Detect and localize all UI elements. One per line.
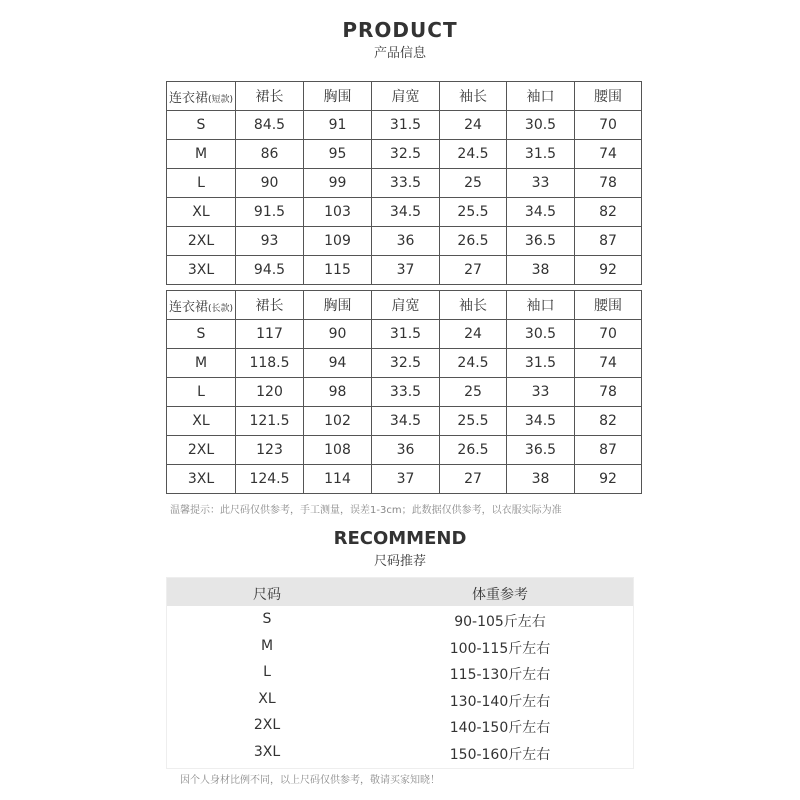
header-cell: 袖口 — [507, 291, 575, 320]
table-row — [167, 320, 642, 349]
table-cell: 123 — [236, 436, 304, 465]
size-label-cell: 2XL — [167, 436, 236, 465]
table-row — [167, 465, 642, 494]
size-label-cell: 2XL — [167, 227, 236, 256]
header-cell: 肩宽 — [372, 291, 440, 320]
header-cell-product — [167, 291, 236, 320]
table-cell: 24 — [440, 111, 507, 140]
size-label-cell: 3XL — [167, 465, 236, 494]
recommend-weight: 100-115斤左右 — [449, 640, 551, 657]
recommend-size: XL — [258, 690, 276, 707]
table-cell: 33.5 — [372, 378, 440, 407]
table-cell: 70 — [575, 111, 642, 140]
recommend-note: 因个人身材比例不同，以上尺码仅供参考，敬请买家知晓！ — [180, 775, 440, 786]
recommend-header-cell: 体重参考 — [472, 587, 528, 603]
table-cell: 31.5 — [507, 140, 575, 169]
recommend-title: RECOMMEND — [333, 528, 467, 549]
size-label-cell: S — [167, 111, 236, 140]
table-cell: 87 — [575, 227, 642, 256]
table-cell: 31.5 — [507, 349, 575, 378]
table-cell: 94 — [304, 349, 372, 378]
table-cell: 94.5 — [236, 256, 304, 285]
table-cell: 31.5 — [372, 111, 440, 140]
table-cell: 92 — [575, 256, 642, 285]
table-cell: 93 — [236, 227, 304, 256]
size-label-cell: M — [167, 349, 236, 378]
table-cell: 70 — [575, 320, 642, 349]
table-row — [167, 227, 642, 256]
table-cell: 32.5 — [372, 349, 440, 378]
table-cell: 74 — [575, 349, 642, 378]
table-row — [167, 169, 642, 198]
product-title: PRODUCT — [342, 18, 458, 42]
product-subtitle: 产品信息 — [373, 46, 426, 61]
tip-note: 温馨提示：此尺码仅供参考，手工测量，误差1-3cm；此数据仅供参考，以衣服实际为准 — [170, 505, 562, 516]
table-cell: 121.5 — [236, 407, 304, 436]
table-cell: 115 — [304, 256, 372, 285]
table-cell: 34.5 — [507, 407, 575, 436]
table-cell: 38 — [507, 465, 575, 494]
table-row — [167, 140, 642, 169]
table-cell: 25 — [440, 169, 507, 198]
header-product-variant: (短款) — [207, 94, 234, 105]
table-row — [167, 436, 642, 465]
header-cell-product — [167, 82, 236, 111]
table-cell: 78 — [575, 378, 642, 407]
table-cell: 99 — [304, 169, 372, 198]
table-cell: 90 — [304, 320, 372, 349]
size-label-cell: S — [167, 320, 236, 349]
recommend-size: 2XL — [253, 717, 281, 733]
size-label-cell: 3XL — [167, 256, 236, 285]
table-cell: 27 — [440, 465, 507, 494]
table-cell: 84.5 — [236, 111, 304, 140]
table-cell: 74 — [575, 140, 642, 169]
table-cell: 36.5 — [507, 436, 575, 465]
table-cell: 120 — [236, 378, 304, 407]
table-cell: 37 — [372, 256, 440, 285]
size-label-cell: M — [167, 140, 236, 169]
table-cell: 117 — [236, 320, 304, 349]
table-cell: 36 — [372, 227, 440, 256]
size-label-cell: XL — [167, 407, 236, 436]
recommend-weight: 150-160斤左右 — [449, 746, 551, 763]
table-cell: 34.5 — [372, 407, 440, 436]
table-cell: 109 — [304, 227, 372, 256]
table-cell: 118.5 — [236, 349, 304, 378]
header-cell: 裙长 — [236, 291, 304, 320]
table-cell: 86 — [236, 140, 304, 169]
table-cell: 30.5 — [507, 111, 575, 140]
table-row — [167, 378, 642, 407]
table-row — [167, 256, 642, 285]
table-cell: 31.5 — [372, 320, 440, 349]
table-row — [167, 407, 642, 436]
table-row — [167, 349, 642, 378]
table-cell: 33 — [507, 378, 575, 407]
size-table-short — [166, 81, 642, 285]
header-cell: 肩宽 — [372, 82, 440, 111]
table-cell: 30.5 — [507, 320, 575, 349]
table-cell: 82 — [575, 198, 642, 227]
table-cell: 108 — [304, 436, 372, 465]
header-product-label: 连衣裙 — [168, 299, 208, 315]
recommend-size: M — [260, 637, 274, 654]
table-cell: 24 — [440, 320, 507, 349]
table-cell: 91.5 — [236, 198, 304, 227]
recommend-weight: 140-150斤左右 — [449, 720, 551, 736]
table-cell: 37 — [372, 465, 440, 494]
recommend-size: 3XL — [253, 743, 281, 760]
table-cell: 95 — [304, 140, 372, 169]
table-cell: 26.5 — [440, 227, 507, 256]
table-cell: 27 — [440, 256, 507, 285]
recommend-size: L — [263, 664, 271, 680]
table-cell: 32.5 — [372, 140, 440, 169]
header-cell: 腰围 — [575, 82, 642, 111]
header-cell: 胸围 — [304, 291, 372, 320]
table-cell: 25.5 — [440, 198, 507, 227]
table-cell: 34.5 — [372, 198, 440, 227]
table-cell: 78 — [575, 169, 642, 198]
size-label-cell: L — [167, 169, 236, 198]
table-cell: 33.5 — [372, 169, 440, 198]
header-cell: 袖口 — [507, 82, 575, 111]
recommend-table — [166, 577, 634, 769]
table-header-row — [167, 291, 642, 320]
table-cell: 114 — [304, 465, 372, 494]
header-cell: 腰围 — [575, 291, 642, 320]
table-cell: 24.5 — [440, 140, 507, 169]
size-label-cell: XL — [167, 198, 236, 227]
recommend-size: S — [262, 611, 272, 627]
table-cell: 25.5 — [440, 407, 507, 436]
table-cell: 102 — [304, 407, 372, 436]
header-cell: 袖长 — [440, 82, 507, 111]
table-cell: 26.5 — [440, 436, 507, 465]
header-cell: 裙长 — [236, 82, 304, 111]
header-product-variant: (长款) — [207, 303, 234, 314]
table-cell: 92 — [575, 465, 642, 494]
table-cell: 91 — [304, 111, 372, 140]
header-product-label: 连衣裙 — [168, 90, 208, 106]
table-cell: 98 — [304, 378, 372, 407]
recommend-weight: 90-105斤左右 — [454, 614, 546, 630]
table-cell: 34.5 — [507, 198, 575, 227]
table-cell: 103 — [304, 198, 372, 227]
recommend-subtitle: 尺码推荐 — [373, 554, 426, 569]
table-header-row — [167, 82, 642, 111]
table-cell: 24.5 — [440, 349, 507, 378]
recommend-weight: 115-130斤左右 — [449, 667, 551, 683]
table-cell: 36.5 — [507, 227, 575, 256]
table-cell: 82 — [575, 407, 642, 436]
recommend-header-cell: 尺码 — [253, 587, 281, 603]
table-cell: 87 — [575, 436, 642, 465]
size-label-cell: L — [167, 378, 236, 407]
table-cell: 25 — [440, 378, 507, 407]
size-table-long — [166, 290, 642, 494]
table-cell: 124.5 — [236, 465, 304, 494]
header-cell: 袖长 — [440, 291, 507, 320]
table-row — [167, 198, 642, 227]
table-row — [167, 111, 642, 140]
table-cell: 36 — [372, 436, 440, 465]
table-cell: 33 — [507, 169, 575, 198]
recommend-weight: 130-140斤左右 — [449, 693, 551, 710]
table-cell: 38 — [507, 256, 575, 285]
header-cell: 胸围 — [304, 82, 372, 111]
table-cell: 90 — [236, 169, 304, 198]
